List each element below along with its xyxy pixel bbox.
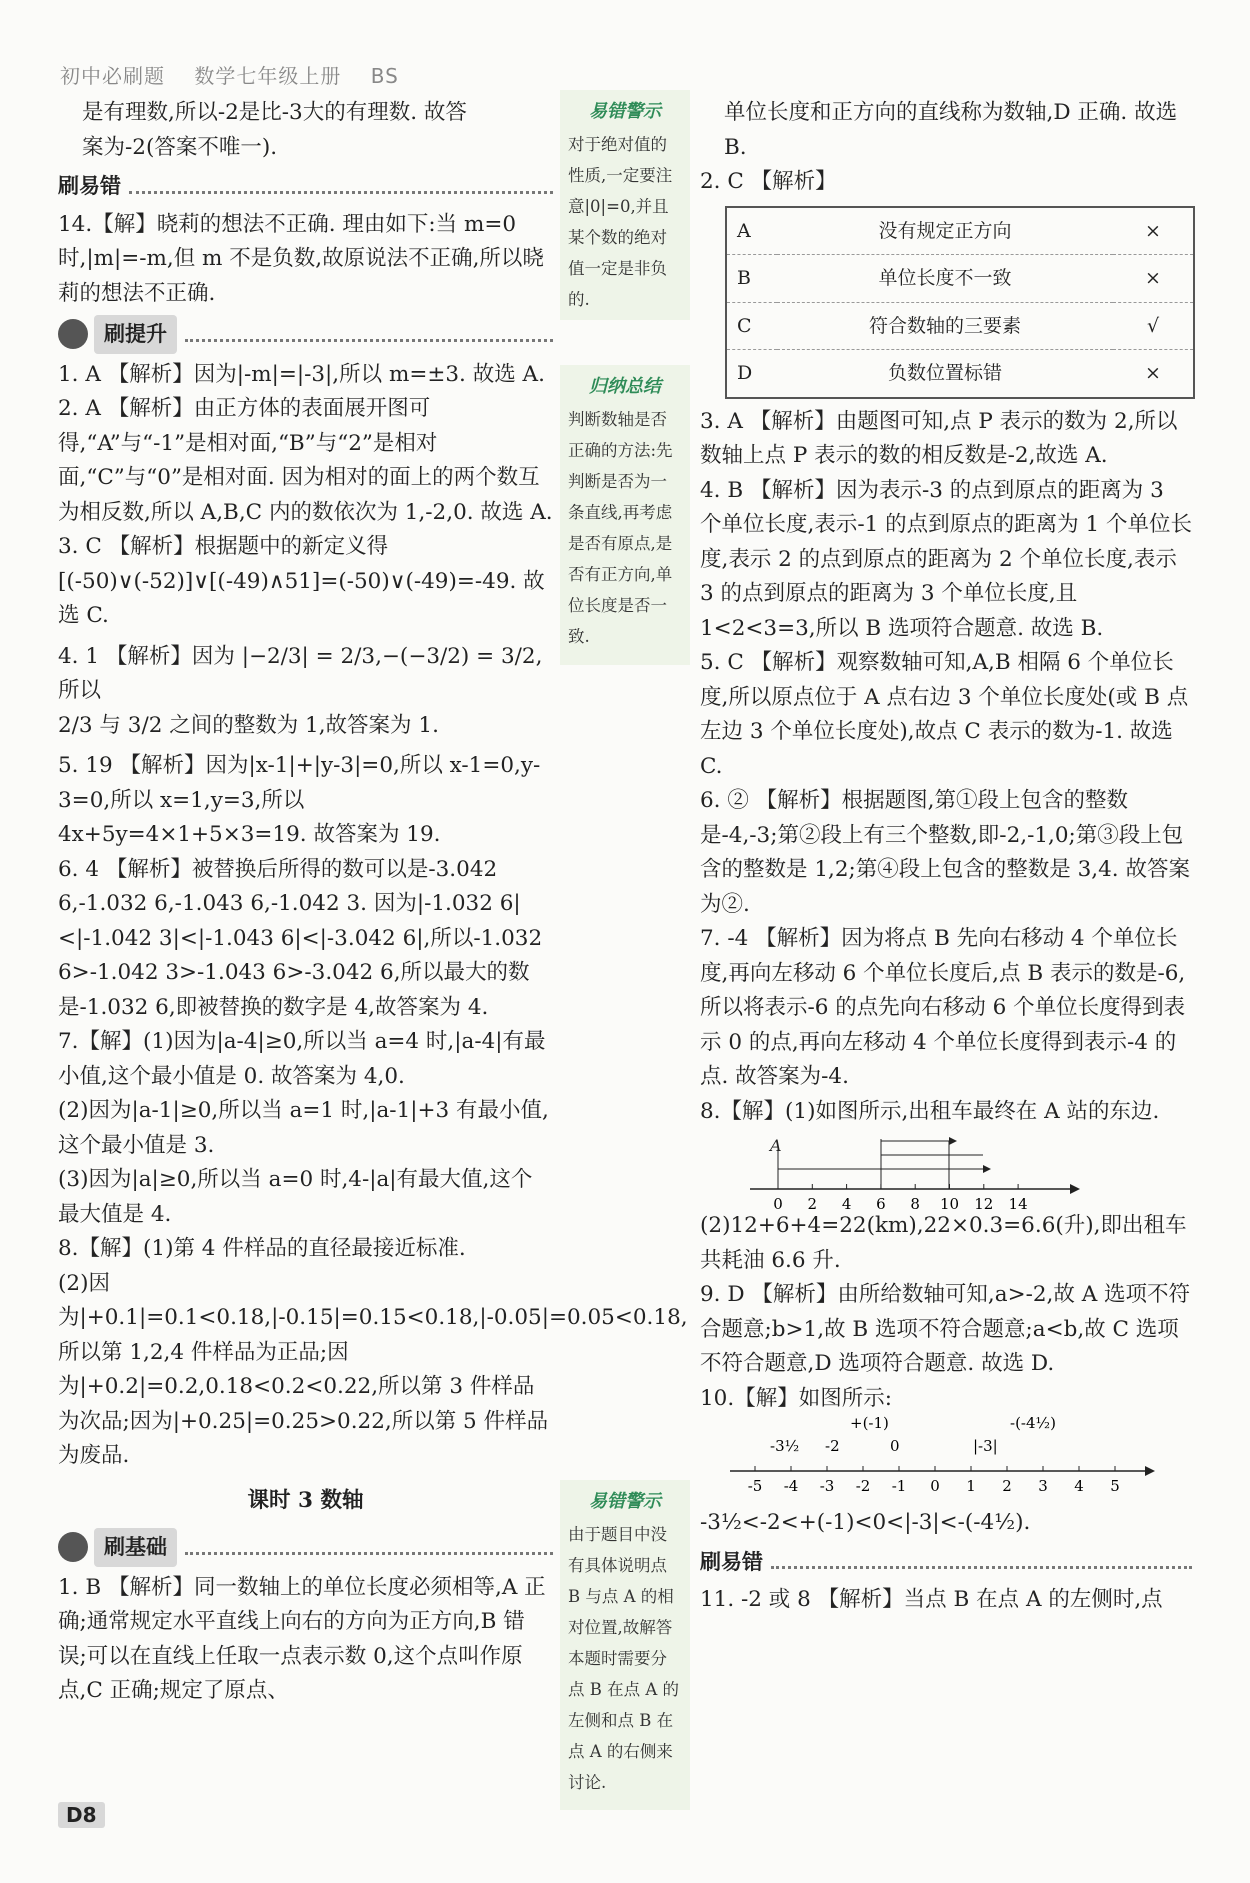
answer-q7: 7. -4 【解析】因为将点 B 先向右移动 4 个单位长度,再向左移动 6 个单位长度后,点 B 表示的数是-6,所以将表示-6 的点先向右移动 6 个单位长度得到表示 0 的点,再向左移动 4 个单位长度得到表示-4 的点. 故答案为-4. (700, 926, 1186, 1089)
axis-tick-label: 3 (1038, 1477, 1048, 1495)
label-neg-2: -2 (825, 1437, 840, 1455)
table-row: B 单位长度不一致 × (726, 255, 1194, 303)
number-line-ordering (725, 1416, 1165, 1506)
axis-tick-label: 0 (930, 1477, 940, 1495)
axis-tick-label: -5 (747, 1477, 763, 1495)
note-title: 易错警示 (589, 1491, 661, 1512)
answer-q14: 14.【解】晓莉的想法不正确. 理由如下:当 m=0时,|m|=-m,但 m 不是负数,故原说法不正确,所以晓莉的想法不正确. (58, 211, 544, 306)
right-column (700, 96, 1192, 1618)
book-title: 初中必刷题 (60, 64, 165, 88)
note-box-2 (560, 365, 690, 665)
section-icon (58, 319, 88, 349)
axis-tick-label: 5 (1110, 1477, 1120, 1495)
label-plus-neg-1: +(-1) (850, 1416, 889, 1432)
answer-q3: 3. C 【解析】根据题中的新定义得[(-50)∨(-52)]∨[(-49)∧51]=(-50)∨(-49)=-49. 故选 C. (58, 534, 545, 628)
answer-q4: 4. B 【解析】因为表示-3 的点到原点的距离为 3 个单位长度,表示-1 的点到原点的距离为 1 个单位长度,表示 2 的点到原点的距离为 2 个单位长度,表示 3 的点到原点的距离为 3 个单位长度,且 1<2<3=3,所以 B 选项符合题意. 故选 B. (700, 477, 1192, 641)
answer-q10-result: -3½<-2<+(-1)<0<|-3|<-(-4½). (700, 1510, 1031, 1535)
answer-q10: 10.【解】如图所示: (700, 1385, 892, 1411)
answer-q8-2: (2)12+6+4=22(km),22×0.3=6.6(升),即出租车共耗油 6.6 升. (700, 1213, 1187, 1273)
number-line-taxi (740, 1129, 1160, 1209)
table-row: C 符合数轴的三要素 √ (726, 302, 1194, 350)
note-title: 归纳总结 (589, 376, 661, 397)
section-header-yicuo: 刷易错 (58, 169, 553, 204)
text-line: 单位长度和正方向的直线称为数轴,D 正确. 故选 B. (724, 100, 1178, 160)
axis-tick-label: 1 (966, 1477, 976, 1495)
table-row: D 负数位置标错 × (726, 350, 1194, 398)
axis-tick-label: 2 (1002, 1477, 1012, 1495)
text-line: 是有理数,所以-2是比-3大的有理数. 故答 (82, 100, 467, 125)
answer-q7: 7.【解】(1)因为|a-4|≥0,所以当 a=4 时,|a-4|有最小值,这个最小值是 0. 故答案为 4,0. (58, 1029, 546, 1089)
section-icon (58, 1532, 88, 1562)
answer-q8-2: (2)因为|+0.1|=0.1<0.18,|-0.15|=0.15<0.18,|-0.05|=0.05<0.18,所以第 1,2,4 件样品为正品;因为|+0.2|=0.2,0.18<0.2<0.22,所以第 3 件样品为次品;因为|+0.25|=0.25>0.22,所以第 5 件样品为废品. (58, 1270, 688, 1468)
note-box-3 (560, 1480, 690, 1810)
label-zero: 0 (890, 1437, 900, 1455)
answer-q1: 1. A 【解析】因为|-m|=|-3|,所以 m=±3. 故选 A. (58, 361, 545, 387)
point-a-label: A (770, 1136, 782, 1155)
axis-tick-label: 10 (939, 1195, 960, 1209)
answer-q2: 2. C 【解析】 (700, 169, 837, 194)
section-header-yicuo-right: 刷易错 (700, 1545, 1192, 1580)
axis-tick-label: 14 (1008, 1195, 1028, 1209)
answer-q5: 5. 19 【解析】因为|x-1|+|y-3|=0,所以 x-1=0,y-3=0,所以 x=1,y=3,所以 4x+5y=4×1+5×3=19. 故答案为 19. (58, 753, 541, 847)
label-neg-3-half: -3½ (770, 1437, 800, 1455)
axis-tick-label: 12 (974, 1195, 994, 1209)
axis-tick-label: 6 (876, 1195, 886, 1209)
answer-b1: 1. B 【解析】同一数轴上的单位长度必须相等,A 正确;通常规定水平直线上向右的方向为正方向,B 错误;可以在直线上任取一点表示数 0,这个点叫作原点,C 正确;规定了原点、 (58, 1574, 546, 1703)
section-header-jichu: 刷基础 (58, 1528, 553, 1567)
note-text: 由于题目中没有具体说明点 B 与点 A 的相对位置,故解答本题时需要分点 B 在点 A 的左侧和点 B 在点 A 的右侧来讨论. (568, 1525, 680, 1792)
note-text: 判断数轴是否正确的方法:先判断是否为一条直线,再考虑是否有原点,是否有正方向,单位长度是否一致. (568, 410, 673, 646)
page-number: D8 (58, 1802, 105, 1828)
answer-q7-3: (3)因为|a|≥0,所以当 a=0 时,4-|a|有最大值,这个最大值是 4. (58, 1167, 533, 1227)
note-text: 对于绝对值的性质,一定要注意|0|=0,并且某个数的绝对值一定是非负的. (568, 135, 673, 309)
page-header (60, 60, 421, 89)
lesson-title: 课时 3 数轴 (247, 1487, 364, 1513)
note-box-1 (560, 90, 690, 320)
answer-q8: 8.【解】(1)第 4 件样品的直径最接近标准. (58, 1236, 466, 1261)
axis-tick-label: -1 (891, 1477, 907, 1495)
answer-q11: 11. -2 或 8 【解析】当点 B 在点 A 的左侧时,点 (700, 1587, 1163, 1612)
answer-q2: 2. A 【解析】由正方体的表面展开图可得,“A”与“-1”是相对面,“B”与“2”是相对面,“C”与“0”是相对面. 因为相对的面上的两个数互为相反数,所以 A,B,C 内的数依次为 1,-2,0. 故选 A. (58, 396, 553, 525)
label-neg-neg-4-half: -(-4½) (1010, 1416, 1056, 1432)
answer-q8: 8.【解】(1)如图所示,出租车最终在 A 站的东边. (700, 1098, 1160, 1124)
answer-q5: 5. C 【解析】观察数轴可知,A,B 相隔 6 个单位长度,所以原点位于 A 点右边 3 个单位长度处(或 B 点左边 3 个单位长度处),故点 C 表示的数为-1. 故选 C. (700, 650, 1189, 779)
answer-q7-2: (2)因为|a-1|≥0,所以当 a=1 时,|a-1|+3 有最小值,这个最小值是 3. (58, 1098, 549, 1158)
axis-tick-label: 4 (841, 1195, 852, 1209)
option-table (725, 206, 1195, 399)
subject-title: 数学七年级上册 (194, 64, 342, 88)
axis-tick-label: 8 (910, 1195, 920, 1209)
label-abs-neg-3: |-3| (973, 1437, 998, 1455)
answer-q6: 6. ② 【解析】根据题图,第①段上包含的整数是-4,-3;第②段上有三个整数,即-2,-1,0;第③段上包含的整数是 1,2;第④段上包含的整数是 3,4. 故答案为②. (700, 788, 1190, 917)
axis-tick-label: 2 (807, 1195, 818, 1209)
answer-q3: 3. A 【解析】由题图可知,点 P 表示的数为 2,所以数轴上点 P 表示的数的相反数是-2,故选 A. (700, 408, 1178, 468)
section-header-tisheng: 刷提升 (58, 315, 553, 354)
table-row: A 没有规定正方向 × (726, 207, 1194, 255)
answer-q4-cont: 2/3 与 3/2 之间的整数为 1,故答案为 1. (58, 712, 439, 738)
edition-label: BS (370, 64, 399, 88)
note-title: 易错警示 (589, 101, 661, 122)
text-line: 案为-2(答案不唯一). (82, 134, 278, 160)
axis-tick-label: -4 (783, 1477, 799, 1495)
axis-tick-label: 4 (1074, 1477, 1084, 1495)
axis-tick-label: 0 (773, 1195, 783, 1209)
axis-tick-label: -2 (855, 1477, 871, 1495)
axis-tick-label: -3 (819, 1477, 835, 1495)
answer-q4: 4. 1 【解析】因为 |−2/3| = 2/3,−(−3/2) = 3/2,所以 (58, 643, 543, 703)
answer-q6: 6. 4 【解析】被替换后所得的数可以是-3.042 6,-1.032 6,-1.043 6,-1.042 3. 因为|-1.032 6|<|-1.042 3|<|-1.043 6|<|-3.042 6|,所以-1.032 6>-1.042 3>-1.043 6>-3.042 6,所以最大的数是-1.032 6,即被替换的数字是 4,故答案为 4. (58, 856, 543, 1020)
answer-q9: 9. D 【解析】由所给数轴可知,a>-2,故 A 选项不符合题意;b>1,故 B 选项不符合题意;a<b,故 C 选项不符合题意,D 选项符合题意. 故选 D. (700, 1282, 1191, 1376)
